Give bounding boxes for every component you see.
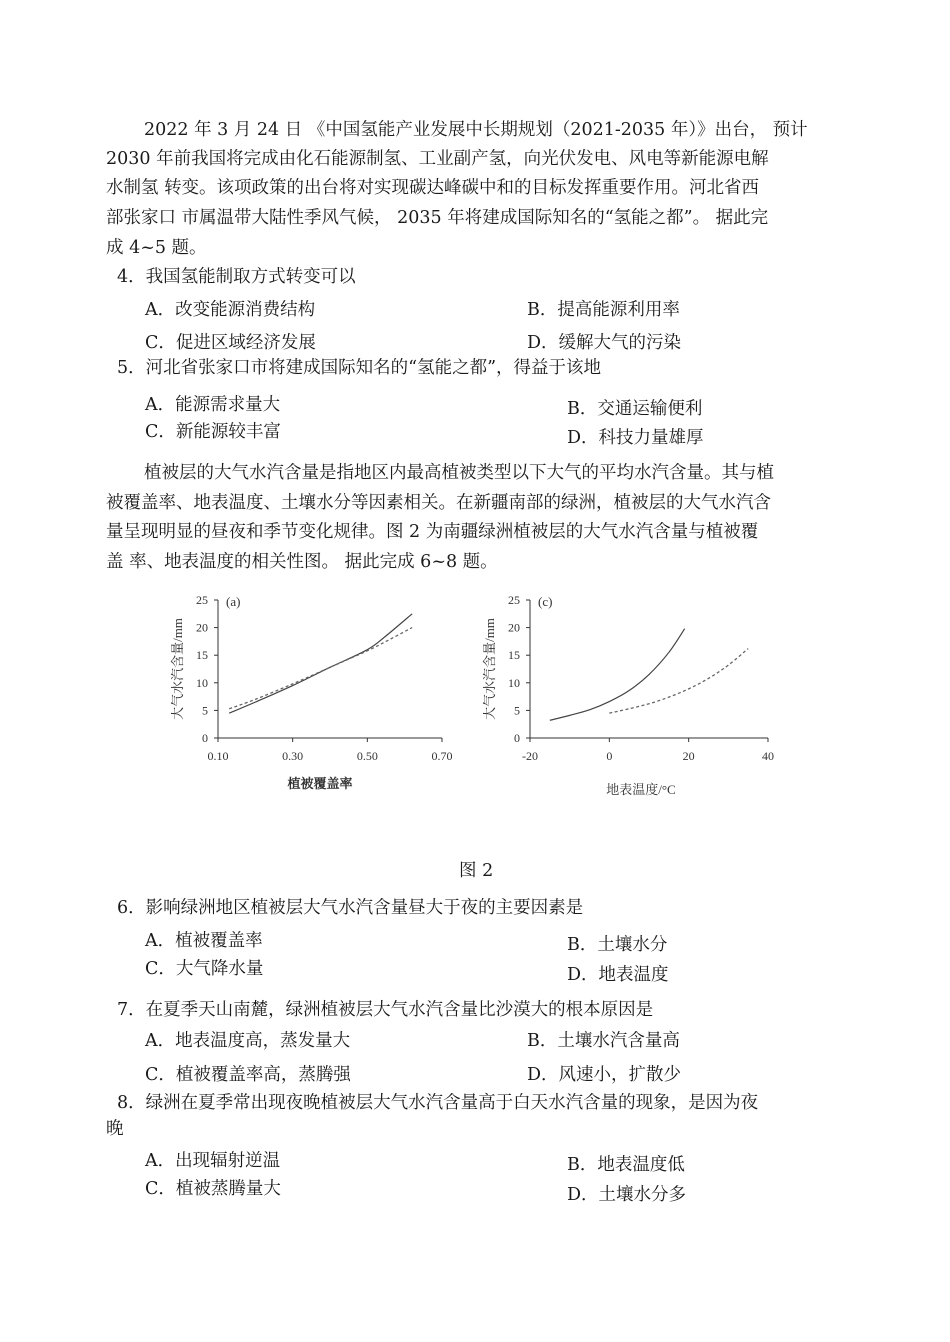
panel-label: (c) [538, 594, 553, 609]
y-tick-label: 10 [508, 675, 520, 690]
y-tick-label: 5 [514, 703, 520, 718]
panel-label: (a) [226, 594, 241, 609]
option-b: B．交通运输便利 [567, 399, 703, 419]
question-stem: 6．影响绿洲地区植被层大气水汽含量昼大于夜的主要因素是 [117, 898, 584, 918]
option-a: A．能源需求量大 [145, 395, 281, 415]
question-stem: 8．绿洲在夏季常出现夜晚植被层大气水汽含量高于白天水汽含量的现象，是因为夜 [117, 1093, 759, 1113]
option-d: D．地表温度 [567, 965, 669, 985]
passage1-line: 成 4~5 题。 [106, 238, 207, 258]
passage2-line: 盖 率、地表温度的相关性图。 据此完成 6~8 题。 [106, 552, 498, 572]
option-d: D．缓解大气的污染 [527, 333, 682, 353]
x-tick-label: 40 [762, 749, 774, 763]
y-tick-label: 0 [202, 731, 208, 745]
option-a: A．出现辐射逆温 [145, 1151, 281, 1171]
question-stem: 7．在夏季天山南麓，绿洲植被层大气水汽含量比沙漠大的根本原因是 [117, 1000, 654, 1020]
question-stem: 5．河北省张家口市将建成国际知名的“氢能之都”，得益于该地 [117, 358, 602, 378]
option-d: D．土壤水分多 [567, 1185, 687, 1205]
y-axis-label: 大气水汽含量/mm [482, 618, 497, 720]
y-axis-label: 大气水汽含量/mm [170, 618, 185, 720]
passage1-line: 2030 年前我国将完成由化石能源制氢、工业副产氢，向光伏发电、风电等新能源电解 [106, 149, 769, 169]
x-tick-label: 20 [682, 749, 695, 763]
option-a: A．改变能源消费结构 [145, 300, 316, 320]
y-tick-label: 20 [508, 620, 520, 635]
x-tick-label: -20 [522, 749, 538, 763]
passage2-line: 植被层的大气水汽含量是指地区内最高植被类型以下大气的平均水汽含量。其与植 [144, 463, 774, 483]
passage2-line: 被覆盖率、地表温度、土壤水分等因素相关。在新疆南部的绿洲，植被层的大气水汽含 [106, 493, 771, 513]
option-c: C．植被覆盖率高，蒸腾强 [145, 1065, 351, 1085]
option-a: A．植被覆盖率 [145, 931, 263, 951]
option-d: D．风速小，扩散少 [527, 1065, 682, 1085]
option-c: C．大气降水量 [145, 959, 264, 979]
passage1-line: 部张家口 市属温带大陆性季风气候， 2035 年将建成国际知名的“氢能之都”。 据此完 [106, 208, 769, 228]
x-axis-label: 地表温度/°C [606, 782, 676, 797]
y-tick-label: 15 [196, 648, 208, 663]
x-axis-label: 植被覆盖率 [287, 776, 353, 791]
option-a: A．地表温度高，蒸发量大 [145, 1031, 351, 1051]
y-tick-label: 20 [196, 620, 208, 635]
series-line-dashed [229, 628, 412, 709]
figure-caption: 图 2 [459, 861, 494, 881]
passage2-line: 量呈现明显的昼夜和季节变化规律。图 2 为南疆绿洲植被层的大气水汽含量与植被覆 [106, 522, 759, 542]
y-tick-label: 0 [514, 731, 520, 745]
option-b: B．地表温度低 [567, 1155, 685, 1175]
y-tick-label: 25 [196, 593, 208, 607]
y-tick-label: 15 [508, 648, 520, 663]
question-stem-continued: 晚 [106, 1119, 124, 1139]
option-c: C．促进区域经济发展 [145, 333, 316, 353]
option-c: C．新能源较丰富 [145, 422, 281, 442]
option-b: B．提高能源利用率 [527, 300, 680, 320]
chart-vegetation-coverage [170, 588, 470, 808]
x-tick-label: 0.10 [207, 749, 229, 763]
option-b: B．土壤水汽含量高 [527, 1031, 680, 1051]
y-tick-label: 5 [202, 703, 208, 718]
x-tick-label: 0.70 [431, 749, 453, 763]
y-tick-label: 10 [196, 675, 208, 690]
y-tick-label: 25 [508, 593, 520, 607]
series-line-dashed [609, 649, 748, 714]
chart-surface-temperature [468, 588, 788, 808]
question-stem: 4．我国氢能制取方式转变可以 [117, 267, 356, 287]
passage1-line: 水制氢 转变。该项政策的出台将对实现碳达峰碳中和的目标发挥重要作用。河北省西 [106, 178, 760, 198]
option-c: C．植被蒸腾量大 [145, 1179, 281, 1199]
x-tick-label: 0 [606, 749, 613, 763]
x-tick-label: 0.30 [282, 749, 304, 763]
series-line-solid [550, 629, 685, 721]
passage1-line: 2022 年 3 月 24 日 《中国氢能产业发展中长期规划（2021-2035 年）》出台， 预计 [144, 120, 808, 140]
x-tick-label: 0.50 [356, 749, 378, 763]
option-b: B．土壤水分 [567, 935, 668, 955]
option-d: D．科技力量雄厚 [567, 428, 704, 448]
